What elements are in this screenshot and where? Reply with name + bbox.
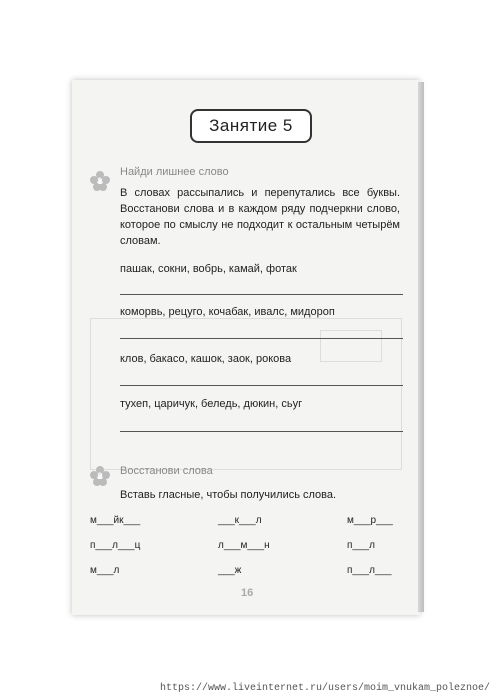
fill-in-word[interactable]: м___р___ xyxy=(347,515,393,526)
bleed-through-frame xyxy=(320,330,382,362)
answer-line[interactable] xyxy=(120,338,403,339)
fill-in-word[interactable]: п___л___ xyxy=(347,565,392,576)
answer-line[interactable] xyxy=(120,431,403,432)
task-1-row: коморвь, рецуго, кочабак, ивалс, мидороп xyxy=(120,306,335,318)
svg-text:1: 1 xyxy=(97,177,103,187)
task-2-flower-icon xyxy=(90,466,110,486)
fill-in-word[interactable]: п___л xyxy=(347,540,375,551)
task-1-row: клов, бакасо, кашок, заок, рокова xyxy=(120,353,292,365)
task-2-heading: Восстанови слова xyxy=(120,465,213,477)
task-1-instruction: В словах рассыпались и перепутались все буквы. Восстанови слова и в каждом ряду подчеркни слово, которое по смыслу не подходит к остальным четырём словам. xyxy=(120,187,400,247)
answer-line[interactable] xyxy=(120,385,403,386)
source-url[interactable]: https://www.liveinternet.ru/users/moim_vnukam_poleznoe/ xyxy=(160,683,491,694)
svg-text:2: 2 xyxy=(97,472,103,482)
fill-in-word[interactable]: ___к___л xyxy=(218,515,262,526)
fill-in-word[interactable]: л___м___н xyxy=(218,540,270,551)
task-1-row: тухеп, царичук, беледь, дюкин, сьуг xyxy=(120,398,303,410)
page-number: 16 xyxy=(241,587,254,599)
fill-in-word[interactable]: м___йк___ xyxy=(90,515,141,526)
task-1-heading: Найди лишнее слово xyxy=(120,166,229,178)
fill-in-word[interactable]: м___л xyxy=(90,565,120,576)
task-1-flower-icon xyxy=(90,171,110,191)
fill-in-word[interactable]: ___ж xyxy=(218,565,242,576)
page-edge xyxy=(418,82,424,612)
answer-line[interactable] xyxy=(120,294,403,295)
task-1-row: пашак, сокни, вобрь, камай, фотак xyxy=(120,263,297,275)
lesson-title: Занятие 5 xyxy=(190,109,312,143)
fill-in-word[interactable]: п___л___ц xyxy=(90,540,141,551)
task-2-instruction: Вставь гласные, чтобы получились слова. xyxy=(120,489,337,501)
